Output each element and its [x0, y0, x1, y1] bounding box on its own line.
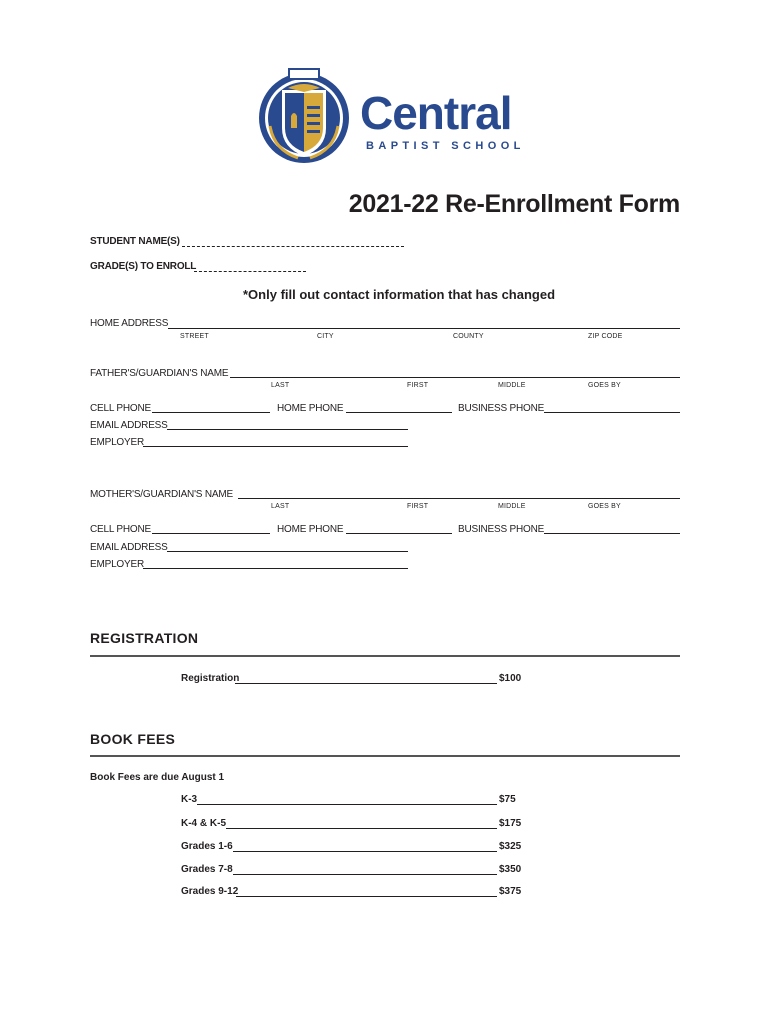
mother-business-field[interactable]: [544, 533, 680, 534]
student-name-label: STUDENT NAME(S): [90, 236, 180, 247]
street-sublabel: STREET: [180, 333, 209, 340]
mother-cell-field[interactable]: [152, 533, 270, 534]
mother-home-phone-label: HOME PHONE: [277, 524, 344, 535]
father-home-phone-field[interactable]: [346, 412, 452, 413]
father-business-field[interactable]: [544, 412, 680, 413]
home-address-label: HOME ADDRESS: [90, 318, 169, 329]
mother-last-sublabel: LAST: [271, 503, 290, 510]
father-goesby-sublabel: GOES BY: [588, 382, 621, 389]
school-name: Central: [360, 87, 512, 139]
fee-item-leader: [226, 828, 497, 829]
mother-goesby-sublabel: GOES BY: [588, 503, 621, 510]
father-email-label: EMAIL ADDRESS: [90, 420, 168, 431]
fee-item-label: K-3: [181, 794, 198, 805]
mother-first-sublabel: FIRST: [407, 503, 429, 510]
book-fees-heading: BOOK FEES: [90, 731, 176, 747]
father-business-label: BUSINESS PHONE: [458, 403, 545, 414]
father-middle-sublabel: MIDDLE: [498, 382, 526, 389]
registration-leader: [235, 683, 497, 684]
mother-cell-label: CELL PHONE: [90, 524, 151, 535]
fee-item-leader: [236, 896, 497, 897]
fee-item-price: $350: [499, 864, 522, 875]
fee-item-leader: [197, 804, 497, 805]
grade-field[interactable]: [194, 271, 306, 272]
book-fees-due-note: Book Fees are due August 1: [90, 772, 225, 783]
fee-item-leader: [233, 851, 497, 852]
crest-icon: [258, 66, 350, 166]
father-name-field[interactable]: [230, 377, 680, 378]
fee-item-label: K-4 & K-5: [181, 818, 227, 829]
book-fees-rule: [90, 755, 680, 757]
father-cell-label: CELL PHONE: [90, 403, 151, 414]
registration-rule: [90, 655, 680, 657]
city-sublabel: CITY: [317, 333, 334, 340]
contact-note: *Only fill out contact information that has changed: [243, 287, 556, 302]
grade-label: GRADE(S) TO ENROLL: [90, 261, 197, 272]
fee-item-price: $175: [499, 818, 522, 829]
father-email-field[interactable]: [167, 429, 408, 430]
mother-employer-field[interactable]: [143, 568, 408, 569]
fee-item-price: $325: [499, 841, 522, 852]
student-name-field[interactable]: [182, 246, 404, 247]
county-sublabel: COUNTY: [453, 333, 484, 340]
father-first-sublabel: FIRST: [407, 382, 429, 389]
fee-item-leader: [233, 874, 497, 875]
mother-employer-label: EMPLOYER: [90, 559, 144, 570]
mother-middle-sublabel: MIDDLE: [498, 503, 526, 510]
mother-business-label: BUSINESS PHONE: [458, 524, 545, 535]
father-name-label: FATHER'S/GUARDIAN'S NAME: [90, 368, 229, 379]
fee-item-price: $375: [499, 886, 522, 897]
fee-item-label: Grades 1-6: [181, 841, 233, 852]
father-cell-field[interactable]: [152, 412, 270, 413]
registration-price: $100: [499, 673, 522, 684]
fee-item-label: Grades 7-8: [181, 864, 233, 875]
mother-name-field[interactable]: [238, 498, 680, 499]
registration-label: Registration: [181, 673, 240, 684]
mother-home-phone-field[interactable]: [346, 533, 452, 534]
home-address-field[interactable]: [168, 328, 680, 329]
mother-email-field[interactable]: [167, 551, 408, 552]
father-home-phone-label: HOME PHONE: [277, 403, 344, 414]
mother-email-label: EMAIL ADDRESS: [90, 542, 168, 553]
fee-item-label: Grades 9-12: [181, 886, 239, 897]
school-tagline: BAPTIST SCHOOL: [366, 140, 525, 152]
father-last-sublabel: LAST: [271, 382, 290, 389]
form-title: 2021-22 Re-Enrollment Form: [348, 190, 680, 218]
father-employer-label: EMPLOYER: [90, 437, 144, 448]
school-logo: [258, 66, 350, 166]
father-employer-field[interactable]: [143, 446, 408, 447]
registration-heading: REGISTRATION: [90, 630, 199, 646]
fee-item-price: $75: [499, 794, 516, 805]
zip-sublabel: ZIP CODE: [588, 333, 623, 340]
mother-name-label: MOTHER'S/GUARDIAN'S NAME: [90, 489, 233, 500]
